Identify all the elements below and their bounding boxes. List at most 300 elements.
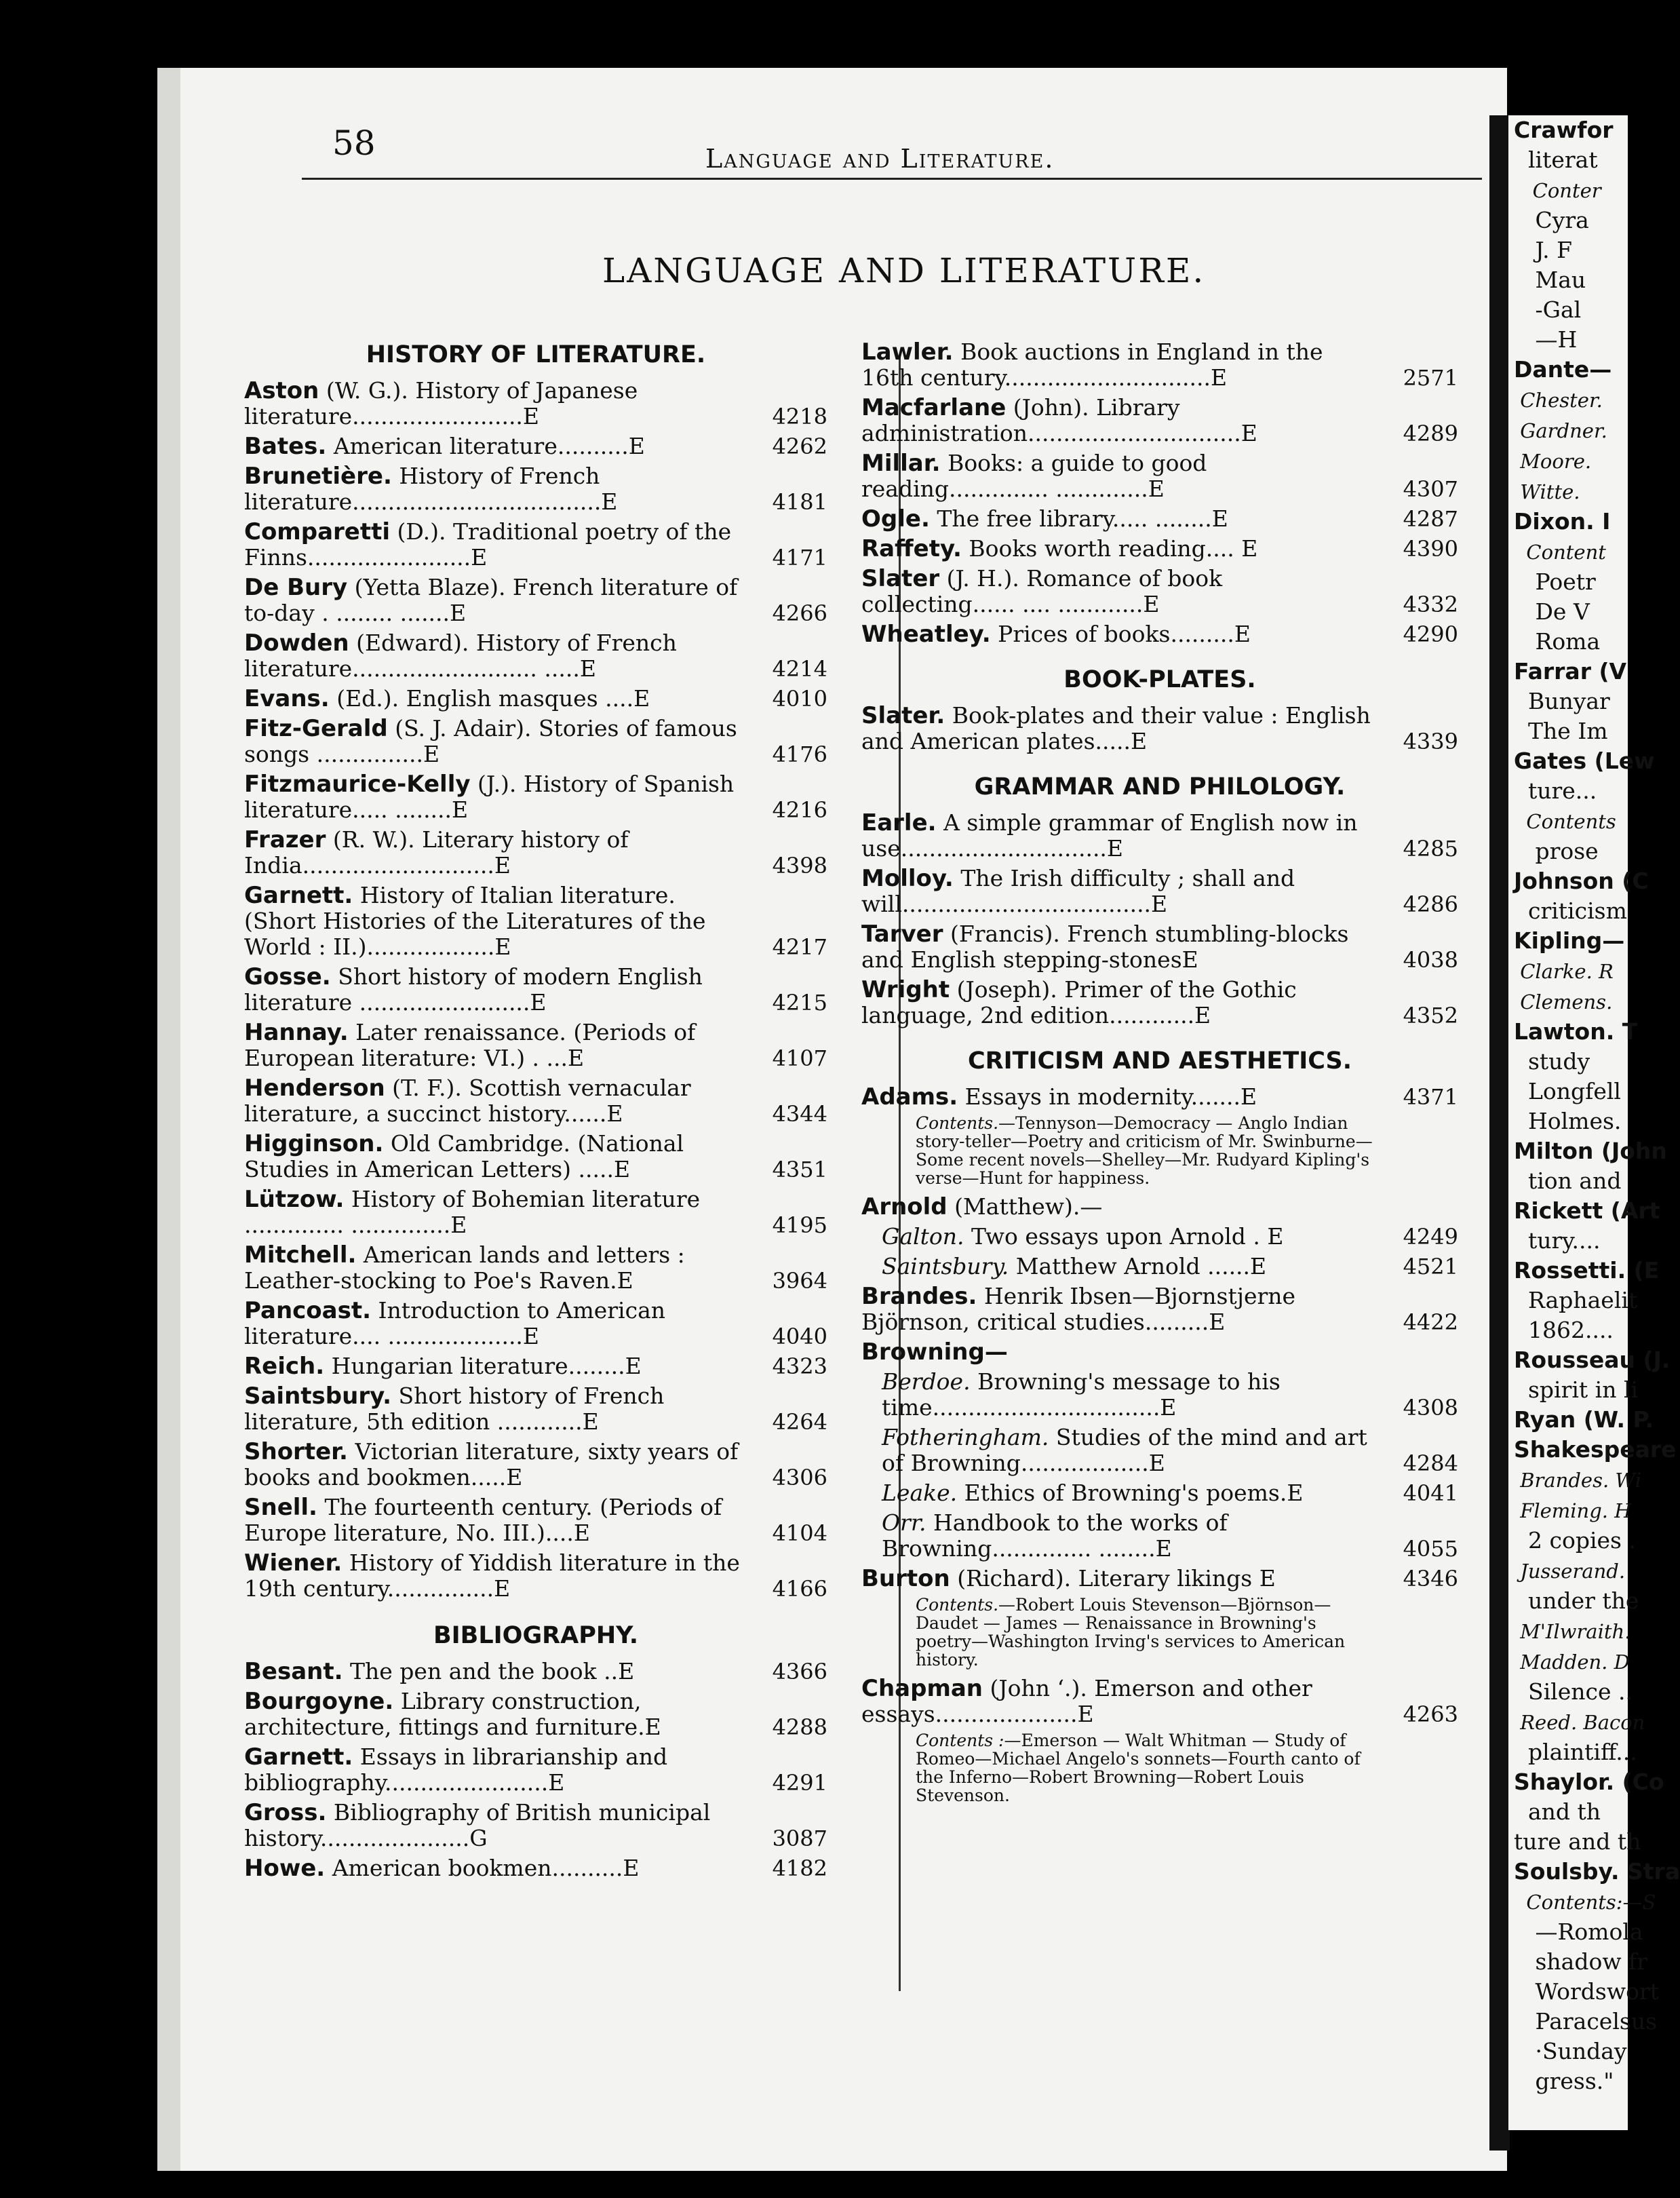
entry-author: Pancoast. bbox=[244, 1297, 372, 1324]
entry-number: 4249 bbox=[1403, 1224, 1458, 1250]
facing-page-line bbox=[1508, 1616, 1631, 1646]
entry-title: Old Cambridge. (National Studies in American Letters) .....E bbox=[244, 1130, 684, 1182]
catalog-entry bbox=[244, 1020, 827, 1071]
entry-number: 4284 bbox=[1403, 1450, 1458, 1476]
catalog-entry bbox=[244, 433, 827, 459]
entry-title: (John). Library administration..............................E bbox=[861, 394, 1257, 446]
entry-title: (T. F.). Scottish vernacular literature, a succinct history......E bbox=[244, 1075, 691, 1127]
entry-title: Studies of the mind and art of Browning..................E bbox=[882, 1424, 1367, 1476]
catalog-entry bbox=[244, 686, 827, 712]
entry-number: 4055 bbox=[1403, 1536, 1458, 1562]
entry-author: Besant. bbox=[244, 1658, 343, 1685]
entry-author: Shorter. bbox=[244, 1438, 348, 1465]
grammar-entries bbox=[861, 810, 1458, 1028]
entry-author: Fitz-Gerald bbox=[244, 715, 388, 742]
facing-page-line bbox=[1508, 1677, 1633, 1707]
entry-number: 4041 bbox=[1403, 1480, 1458, 1506]
facing-page-line bbox=[1508, 1495, 1632, 1526]
entry-number: 3964 bbox=[772, 1268, 827, 1294]
entry-author: Higginson. bbox=[244, 1130, 384, 1157]
entry-number: 4215 bbox=[772, 990, 827, 1016]
facing-page-line bbox=[1508, 1136, 1667, 1166]
entry-title: Books: a guide to good reading.............. .............E bbox=[861, 450, 1207, 502]
facing-page-text: Gates (Lew bbox=[1514, 748, 1655, 774]
entry-author: Burton bbox=[861, 1565, 950, 1592]
entry-author: Wright bbox=[861, 976, 950, 1003]
catalog-entry bbox=[244, 1550, 827, 1602]
facing-page-text: —Romola bbox=[1514, 1919, 1643, 1945]
entry-author: Slater. bbox=[861, 702, 945, 729]
entry-number: 4332 bbox=[1403, 592, 1458, 617]
entry-title: American literature..........E bbox=[326, 433, 645, 459]
book-gutter bbox=[1489, 115, 1510, 2151]
facing-page-text: Longfell bbox=[1514, 1078, 1621, 1104]
entry-title: Prices of books.........E bbox=[990, 621, 1251, 647]
catalog-entry bbox=[244, 883, 827, 960]
entry-title: History of Bohemian literature .............. ..............E bbox=[244, 1186, 701, 1238]
entry-title: (D.). Traditional poetry of the Finns.......................E bbox=[244, 518, 732, 571]
contents-text: —Robert Louis Stevenson—Björnson—Daudet — James — Renaissance in Browning's poetry—Washington Irving's services to American history. bbox=[916, 1595, 1346, 1670]
entry-title: Bibliography of British municipal history.....................G bbox=[244, 1799, 711, 1851]
facing-page-line bbox=[1508, 1947, 1648, 1977]
catalog-entry bbox=[244, 575, 827, 626]
catalog-entry bbox=[244, 1855, 827, 1881]
facing-page-text: J. F bbox=[1514, 237, 1573, 263]
facing-page-text: Cyra bbox=[1514, 207, 1589, 233]
entry-author: Frazer bbox=[244, 826, 326, 853]
facing-page bbox=[1508, 115, 1680, 2130]
entry-number: 4323 bbox=[772, 1353, 827, 1379]
facing-page-text: Contents bbox=[1514, 810, 1616, 833]
entry-number: 3087 bbox=[772, 1826, 827, 1851]
entry-title: Later renaissance. (Periods of European literature: VI.) . ...E bbox=[244, 1019, 696, 1071]
entry-author: Wiener. bbox=[244, 1549, 343, 1577]
catalog-entry bbox=[861, 810, 1458, 862]
entry-number: 4181 bbox=[772, 489, 827, 515]
entry-author: Chapman bbox=[861, 1675, 983, 1702]
entry-author: Raffety. bbox=[861, 535, 962, 562]
facing-page-line bbox=[1508, 627, 1628, 657]
right-column bbox=[861, 339, 1458, 1811]
entry-number: 4217 bbox=[772, 934, 827, 960]
facing-page-line bbox=[1508, 1707, 1645, 1737]
entry-title: The fourteenth century. (Periods of Europe literature, No. III.)....E bbox=[244, 1494, 722, 1546]
facing-page-text: shadow fr bbox=[1514, 1948, 1648, 1975]
facing-page-text: Clemens. bbox=[1514, 990, 1613, 1014]
facing-page-text: Ryan (W. P. bbox=[1514, 1406, 1654, 1433]
entry-arnold bbox=[861, 1194, 1458, 1220]
facing-page-line bbox=[1508, 355, 1628, 385]
facing-page-line bbox=[1508, 415, 1628, 446]
entry-author: Garnett. bbox=[244, 882, 353, 909]
subentry-critic: Fotheringham. bbox=[882, 1424, 1049, 1450]
chapman-contents bbox=[861, 1731, 1458, 1805]
facing-page-line bbox=[1508, 1435, 1677, 1465]
catalog-entry bbox=[244, 378, 827, 429]
catalog-entry bbox=[244, 1075, 827, 1127]
catalog-entry bbox=[244, 1242, 827, 1294]
entry-number: 4351 bbox=[772, 1157, 827, 1182]
facing-page-line bbox=[1508, 1077, 1628, 1106]
facing-page-text: study bbox=[1514, 1048, 1590, 1075]
facing-page-text: Conter bbox=[1514, 179, 1601, 202]
facing-page-line bbox=[1508, 537, 1628, 567]
entry-number: 4366 bbox=[772, 1659, 827, 1684]
facing-page-line bbox=[1508, 1017, 1638, 1047]
entry-title: Introduction to American literature.... ...................E bbox=[244, 1297, 666, 1349]
entry-author: Wheatley. bbox=[861, 621, 991, 648]
entry-author: Macfarlane bbox=[861, 394, 1007, 421]
subentry-critic: Orr. bbox=[882, 1509, 926, 1536]
entry-author: Molloy. bbox=[861, 865, 954, 892]
entry-author: Fitzmaurice-Kelly bbox=[244, 771, 471, 798]
bibliography-entries bbox=[244, 1659, 827, 1881]
facing-page-text: tion and bbox=[1514, 1168, 1622, 1194]
adams-contents bbox=[861, 1114, 1458, 1187]
facing-page-line bbox=[1508, 385, 1628, 415]
facing-page-text: M'Ilwraith. bbox=[1514, 1620, 1631, 1643]
entry-title: Victorian literature, sixty years of books and bookmen.....E bbox=[244, 1438, 739, 1490]
entry-title: (R. W.). Literary history of India...........................E bbox=[244, 826, 629, 879]
entry-author: Bourgoyne. bbox=[244, 1688, 394, 1715]
entry-number: 4010 bbox=[772, 686, 827, 712]
entry-title: Book auctions in England in the 16th century.............................E bbox=[861, 339, 1323, 391]
facing-page-line bbox=[1508, 2066, 1628, 2096]
entry-title: Essays in librarianship and bibliography.......................E bbox=[244, 1743, 668, 1796]
facing-page-text: and th bbox=[1514, 1798, 1601, 1825]
facing-page-text: Gardner. bbox=[1514, 419, 1607, 442]
facing-page-line bbox=[1508, 1737, 1637, 1767]
entry-number: 4371 bbox=[1403, 1084, 1458, 1110]
entry-title: Short history of French literature, 5th edition ............E bbox=[244, 1383, 665, 1435]
entry-number: 4346 bbox=[1403, 1566, 1458, 1592]
facing-page-line bbox=[1508, 567, 1628, 597]
facing-page-text: Madden. D bbox=[1514, 1651, 1630, 1674]
facing-page-line bbox=[1508, 806, 1628, 836]
facing-page-text: Chester. bbox=[1514, 389, 1603, 412]
entry-number: 4290 bbox=[1403, 621, 1458, 647]
page-edge bbox=[157, 68, 180, 2171]
facing-page-line bbox=[1508, 1315, 1628, 1345]
section-heading-criticism: CRITICISM AND AESTHETICS. bbox=[967, 1047, 1352, 1075]
entry-title: A simple grammar of English now in use.............................E bbox=[861, 809, 1358, 862]
entry-number: 4040 bbox=[772, 1324, 827, 1349]
entry-title: (J. H.). Romance of book collecting...... .... ............E bbox=[861, 565, 1223, 617]
facing-page-line bbox=[1508, 325, 1628, 355]
facing-page-text: 2 copies . bbox=[1514, 1527, 1636, 1554]
facing-page-line bbox=[1508, 896, 1628, 926]
facing-page-text: —H bbox=[1514, 326, 1578, 353]
entry-author: Henderson bbox=[244, 1075, 385, 1102]
entry-author: Saintsbury. bbox=[244, 1383, 392, 1410]
contents-text: —Tennyson—Democracy — Anglo Indian story-teller—Poetry and criticism of Mr. Swinburne—Some recent novels—Shelley—Mr. Rudyard Kipling's verse—Hunt for happiness. bbox=[916, 1113, 1373, 1188]
catalog-entry bbox=[244, 1495, 827, 1546]
facing-page-text: Rousseau (J. bbox=[1514, 1347, 1671, 1373]
facing-page-line bbox=[1508, 507, 1628, 537]
facing-page-line bbox=[1508, 716, 1628, 746]
entry-number: 4107 bbox=[772, 1045, 827, 1071]
catalog-entry bbox=[861, 339, 1458, 391]
entry-number: 4182 bbox=[772, 1855, 827, 1881]
browning-subentries bbox=[861, 1369, 1458, 1562]
header-rule bbox=[302, 178, 1482, 180]
entry-number: 4264 bbox=[772, 1409, 827, 1435]
entry-number: 4306 bbox=[772, 1465, 827, 1490]
facing-page-text: Roma bbox=[1514, 628, 1601, 655]
facing-page-text: Johnson (C bbox=[1514, 868, 1649, 894]
facing-page-line bbox=[1508, 866, 1649, 896]
facing-page-line bbox=[1508, 1465, 1641, 1495]
section-heading-history: HISTORY OF LITERATURE. bbox=[366, 341, 706, 368]
entry-number: 4339 bbox=[1403, 729, 1458, 754]
facing-page-line bbox=[1508, 956, 1628, 986]
facing-page-line bbox=[1508, 1767, 1664, 1797]
entry-author: Aston bbox=[244, 377, 319, 404]
catalog-entry bbox=[244, 1439, 827, 1490]
entry-number: 4344 bbox=[772, 1101, 827, 1127]
entry-number: 4289 bbox=[1403, 421, 1458, 446]
entry-author: Lawler. bbox=[861, 339, 954, 366]
entry-number: 4352 bbox=[1403, 1003, 1458, 1028]
facing-page-text: literat bbox=[1514, 147, 1598, 173]
facing-page-line bbox=[1508, 1196, 1660, 1226]
entry-author: Slater bbox=[861, 565, 940, 592]
entry-author: Tarver bbox=[861, 921, 943, 948]
facing-page-line bbox=[1508, 115, 1628, 145]
facing-page-text: Moore. bbox=[1514, 450, 1592, 473]
entry-author: Hannay. bbox=[244, 1019, 349, 1046]
section-heading-bookplates: BOOK-PLATES. bbox=[1063, 666, 1256, 693]
facing-page-text: Contents:—S bbox=[1514, 1891, 1656, 1914]
entry-number: 4171 bbox=[772, 545, 827, 571]
facing-page-text: Poetr bbox=[1514, 568, 1596, 595]
entry-adams bbox=[861, 1084, 1458, 1110]
entry-number: 4287 bbox=[1403, 506, 1458, 532]
subentry-critic: Galton. bbox=[882, 1223, 964, 1250]
facing-page-line bbox=[1508, 986, 1628, 1017]
facing-page-line bbox=[1508, 175, 1628, 206]
facing-page-line bbox=[1508, 1526, 1636, 1556]
facing-page-text: Farrar (V bbox=[1514, 658, 1627, 685]
entry-number: 4266 bbox=[772, 600, 827, 626]
facing-page-line bbox=[1508, 1586, 1639, 1616]
facing-page-line bbox=[1508, 1226, 1628, 1256]
facing-page-line bbox=[1508, 265, 1628, 295]
entry-title: (J.). History of Spanish literature..... ........E bbox=[244, 771, 735, 823]
page-number: 58 bbox=[332, 123, 376, 163]
catalog-entry bbox=[861, 977, 1458, 1028]
contents-label: Contents. bbox=[916, 1113, 999, 1133]
entry-title: (Francis). French stumbling-blocks and English stepping-stonesE bbox=[861, 921, 1349, 973]
entry-chapman bbox=[861, 1676, 1458, 1727]
entry-author: Arnold bbox=[861, 1193, 948, 1220]
facing-page-text: Witte. bbox=[1514, 480, 1580, 503]
entry-author: Reich. bbox=[244, 1353, 325, 1380]
facing-page-line bbox=[1508, 1917, 1643, 1947]
entry-title: (W. G.). History of Japanese literature........................E bbox=[244, 377, 638, 429]
misc-entries bbox=[861, 339, 1458, 647]
facing-page-line bbox=[1508, 1827, 1641, 1857]
entry-title: Hungarian literature........E bbox=[324, 1353, 642, 1379]
entry-author: Comparetti bbox=[244, 518, 391, 545]
facing-page-line bbox=[1508, 1256, 1660, 1286]
catalog-entry bbox=[244, 1383, 827, 1435]
section-heading-bibliography: BIBLIOGRAPHY. bbox=[433, 1622, 638, 1649]
catalog-entry bbox=[861, 566, 1458, 617]
entry-title: (Edward). History of French literature.......................... .....E bbox=[244, 630, 677, 682]
contents-label: Contents : bbox=[916, 1731, 1004, 1750]
facing-page-line bbox=[1508, 1556, 1628, 1586]
facing-page-line bbox=[1508, 776, 1628, 806]
facing-page-line bbox=[1508, 1646, 1628, 1677]
facing-page-text: The Im bbox=[1514, 718, 1608, 744]
entry-number: 4286 bbox=[1403, 891, 1458, 917]
facing-page-text: under the bbox=[1514, 1587, 1639, 1614]
facing-page-line bbox=[1508, 446, 1628, 476]
entry-number: 4166 bbox=[772, 1576, 827, 1602]
facing-page-text: Shaylor. (Co bbox=[1514, 1769, 1664, 1795]
entry-title: American bookmen..........E bbox=[325, 1855, 640, 1881]
facing-page-text: Shakespeare bbox=[1514, 1436, 1677, 1463]
catalog-entry bbox=[861, 536, 1458, 562]
entry-author: Dowden bbox=[244, 630, 349, 657]
entry-title: (Richard). Literary likings E bbox=[950, 1565, 1276, 1592]
facing-page-line bbox=[1508, 145, 1628, 175]
entry-number: 4291 bbox=[772, 1770, 827, 1796]
facing-page-line bbox=[1508, 1345, 1671, 1375]
facing-page-text: Paracelsus bbox=[1514, 2008, 1658, 2035]
catalog-entry bbox=[861, 506, 1458, 532]
running-title: Language and Literature. bbox=[705, 144, 1055, 174]
catalog-subentry bbox=[861, 1254, 1458, 1279]
catalog-entry bbox=[861, 450, 1458, 502]
facing-page-text: tury.... bbox=[1514, 1227, 1601, 1254]
facing-page-text: Dante— bbox=[1514, 356, 1612, 383]
entry-title: (S. J. Adair). Stories of famous songs ...............E bbox=[244, 715, 737, 767]
facing-page-text: Dixon. I bbox=[1514, 508, 1611, 535]
facing-page-text: Clarke. R bbox=[1514, 960, 1614, 983]
contents-text: —Emerson — Walt Whitman — Study of Romeo—Michael Angelo's sonnets—Fourth canto of the Inferno—Robert Browning—Robert Louis Stevenson. bbox=[916, 1731, 1361, 1805]
arnold-subentries bbox=[861, 1224, 1458, 1279]
entry-number: 4038 bbox=[1403, 947, 1458, 973]
facing-page-text: Milton (John bbox=[1514, 1138, 1667, 1164]
facing-page-line bbox=[1508, 1887, 1656, 1917]
facing-page-line bbox=[1508, 1375, 1639, 1405]
facing-page-line bbox=[1508, 2037, 1628, 2066]
facing-page-text: Brandes. Wi bbox=[1514, 1469, 1641, 1492]
facing-page-text: spirit in li bbox=[1514, 1376, 1639, 1403]
catalog-entry bbox=[244, 716, 827, 767]
entry-author: Lützow. bbox=[244, 1186, 345, 1213]
catalog-entry bbox=[244, 1353, 827, 1379]
entry-title: (John ʻ.). Emerson and other essays....................E bbox=[861, 1675, 1312, 1727]
subentry-critic: Saintsbury. bbox=[882, 1253, 1009, 1279]
catalog-subentry bbox=[861, 1369, 1458, 1421]
section-heading-grammar: GRAMMAR AND PHILOLOGY. bbox=[974, 773, 1346, 801]
catalog-entry bbox=[244, 1744, 827, 1796]
entry-title: The Irish difficulty ; shall and will...................................E bbox=[861, 865, 1295, 917]
entry-title: Two essays upon Arnold . E bbox=[964, 1223, 1284, 1250]
facing-page-line bbox=[1508, 1857, 1680, 1887]
entry-number: 4216 bbox=[772, 797, 827, 823]
entry-number: 4521 bbox=[1403, 1254, 1458, 1279]
entry-author: Browning— bbox=[861, 1338, 1008, 1366]
entry-burton bbox=[861, 1566, 1458, 1592]
catalog-entry bbox=[244, 1131, 827, 1182]
entry-title: Books worth reading.... E bbox=[961, 535, 1258, 562]
catalog-entry bbox=[244, 964, 827, 1016]
catalog-entry bbox=[861, 395, 1458, 446]
entry-number: 4308 bbox=[1403, 1395, 1458, 1421]
entry-title: (Yetta Blaze). French literature of to-day . ........ .......E bbox=[244, 574, 738, 626]
entry-title: Browning's message to his time................................E bbox=[882, 1368, 1281, 1421]
facing-page-text: ·Sunday bbox=[1514, 2038, 1627, 2064]
facing-page-text: Holmes. bbox=[1514, 1108, 1622, 1134]
entry-title: (Matthew).— bbox=[947, 1193, 1103, 1220]
facing-page-text: Lawton. T bbox=[1514, 1018, 1638, 1045]
facing-page-text: Mau bbox=[1514, 267, 1586, 293]
entry-browning bbox=[861, 1339, 1458, 1365]
main-title: LANGUAGE AND LITERATURE. bbox=[602, 251, 1206, 290]
entry-number: 4218 bbox=[772, 404, 827, 429]
entry-author: Snell. bbox=[244, 1494, 317, 1521]
facing-page-text: Kipling— bbox=[1514, 927, 1625, 954]
catalog-subentry bbox=[861, 1480, 1458, 1506]
catalog-entry bbox=[861, 621, 1458, 647]
entry-brandes bbox=[861, 1284, 1458, 1335]
catalog-entry bbox=[244, 1187, 827, 1238]
facing-page-text: criticism bbox=[1514, 898, 1627, 924]
entry-author: Adams. bbox=[861, 1083, 958, 1111]
entry-number: 4262 bbox=[772, 433, 827, 459]
catalog-entry bbox=[244, 771, 827, 823]
entry-number: 4176 bbox=[772, 741, 827, 767]
catalog-subentry bbox=[861, 1510, 1458, 1562]
entry-title: Short history of modern English literature ........................E bbox=[244, 963, 703, 1016]
catalog-entry bbox=[244, 519, 827, 571]
entry-author: Earle. bbox=[861, 809, 937, 836]
facing-page-line bbox=[1508, 2007, 1658, 2037]
entry-title: History of Yiddish literature in the 19th century...............E bbox=[244, 1549, 740, 1602]
catalog-entry bbox=[861, 866, 1458, 917]
left-column bbox=[244, 329, 827, 1885]
entry-author: Brunetière. bbox=[244, 463, 392, 490]
facing-page-text: Crawfor bbox=[1514, 117, 1614, 143]
entry-number: 2571 bbox=[1403, 365, 1458, 391]
entry-title: Ethics of Browning's poems.E bbox=[957, 1480, 1304, 1506]
facing-page-text: ture and th bbox=[1514, 1828, 1641, 1855]
entry-author: Garnett. bbox=[244, 1743, 353, 1771]
facing-page-line bbox=[1508, 1977, 1660, 2007]
facing-page-line bbox=[1508, 1405, 1654, 1435]
facing-page-text: Jusserand. bbox=[1514, 1560, 1626, 1583]
subentry-critic: Leake. bbox=[882, 1480, 958, 1506]
entry-number: 4422 bbox=[1403, 1309, 1458, 1335]
facing-page-text: -Gal bbox=[1514, 296, 1582, 323]
facing-page-line bbox=[1508, 476, 1628, 507]
entry-author: De Bury bbox=[244, 574, 348, 601]
facing-page-line bbox=[1508, 1286, 1638, 1315]
facing-page-line bbox=[1508, 1106, 1628, 1136]
facing-page-line bbox=[1508, 597, 1628, 627]
entry-number: 4263 bbox=[1403, 1701, 1458, 1727]
facing-page-text: Reed. Bacon bbox=[1514, 1711, 1645, 1734]
facing-page-line bbox=[1508, 1047, 1628, 1077]
facing-page-line bbox=[1508, 746, 1655, 776]
entry-author: Brandes. bbox=[861, 1283, 977, 1310]
facing-page-line bbox=[1508, 206, 1628, 235]
entry-number: 4398 bbox=[772, 853, 827, 879]
